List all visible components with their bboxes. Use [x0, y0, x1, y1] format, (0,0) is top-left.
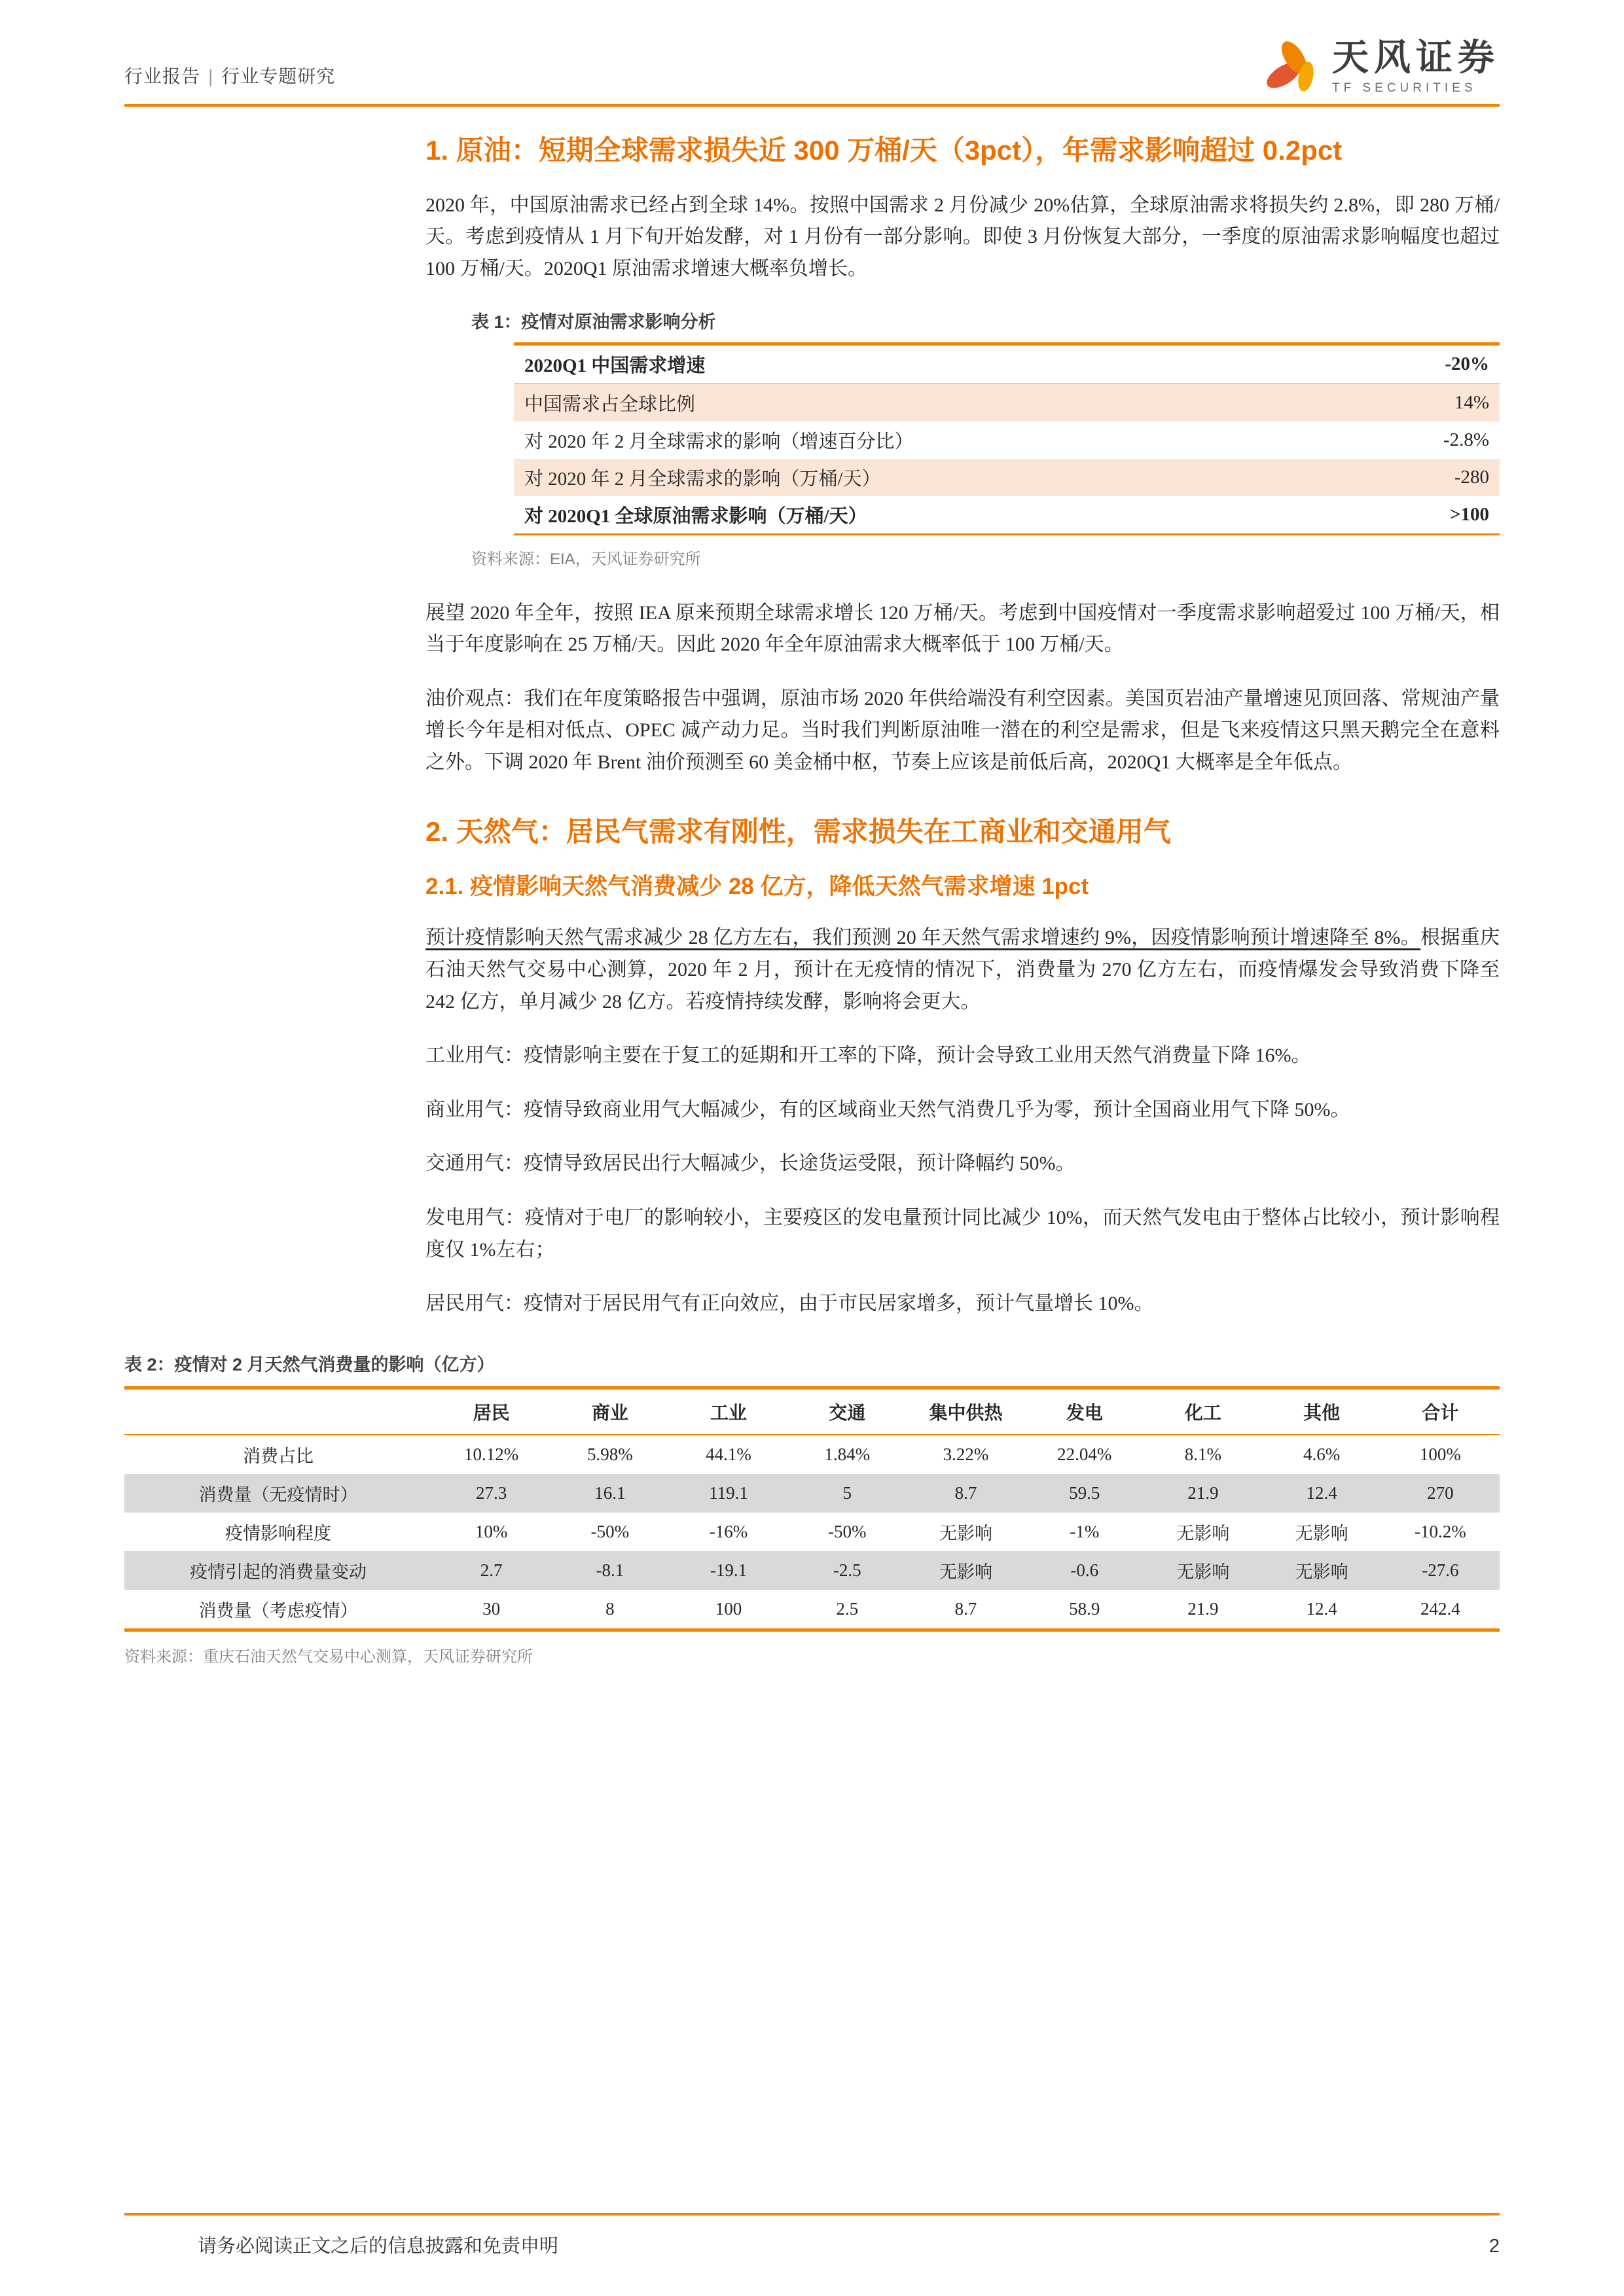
- table-row: [514, 384, 1500, 422]
- footer-divider: [124, 2213, 1500, 2215]
- row-value: -280: [1454, 466, 1489, 488]
- cell: 21.9: [1187, 1482, 1219, 1503]
- brand-name: 天风证券: [1332, 37, 1500, 78]
- row-label: 中国需求占全球比例: [524, 393, 696, 415]
- row-label: 消费占比: [243, 1446, 314, 1466]
- cell: 10%: [475, 1521, 508, 1541]
- cell: 2.7: [480, 1560, 503, 1580]
- cell: 4.6%: [1303, 1444, 1341, 1464]
- column-header: 发电: [1066, 1402, 1103, 1423]
- row-value: -2.8%: [1443, 429, 1489, 450]
- section1-paragraph-2: 展望 2020 年全年，按照 IEA 原来预期全球需求增长 120 万桶/天。考虑到中国疫情对一季度需求影响超爱过 100 万桶/天，相当于年度影响在 25 万桶/天。因此 2020 年全年原油需求大概率低于 100 万桶/天。: [425, 601, 1500, 656]
- column-header: 居民: [473, 1402, 510, 1423]
- table-header-row: [124, 1388, 1500, 1435]
- column-header: 交通: [829, 1402, 866, 1423]
- cell: 无影响: [1176, 1562, 1230, 1582]
- table-row: [124, 1435, 1500, 1474]
- cell: 无影响: [1176, 1523, 1230, 1543]
- table-row: [514, 344, 1500, 384]
- table1-source: 资料来源：EIA，天风证券研究所: [471, 550, 701, 568]
- cell: 无影响: [939, 1562, 992, 1582]
- forecast-text-rest: 根据重庆石油天然气交易中心测算，2020 年 2 月，预计在无疫情的情况下，消费量为 270 亿方左右，而疫情爆发会导致消费下降至 242 亿方，单月减少 28 亿方。若疫情持续发酵，影响将会更大。: [425, 927, 1500, 1013]
- row-label: 2020Q1 中国需求增速: [514, 344, 1362, 384]
- cell: 12.4: [1306, 1482, 1337, 1503]
- row-label: 消费量（考虑疫情）: [198, 1600, 358, 1621]
- brand-logo: [1260, 36, 1500, 99]
- industrial-gas-paragraph: 工业用气：疫情影响主要在于复工的延期和开工率的下降，预计会导致工业用天然气消费量下降 16%。: [425, 1045, 1311, 1067]
- report-type-label: 行业报告: [124, 66, 201, 86]
- table2-block: [124, 1350, 1500, 1666]
- cell: -10.2%: [1415, 1521, 1466, 1541]
- cell: -1%: [1070, 1521, 1100, 1541]
- table-row: [124, 1551, 1500, 1590]
- breadcrumb-separator: |: [208, 66, 214, 86]
- column-header: 工业: [710, 1402, 748, 1423]
- cell: -27.6: [1422, 1560, 1459, 1580]
- table-row: [124, 1513, 1500, 1551]
- cell: 无影响: [1295, 1523, 1348, 1543]
- section2-paragraph-1: [425, 922, 1500, 1018]
- row-value: 14%: [1454, 391, 1489, 413]
- cell: 8.7: [954, 1482, 977, 1503]
- row-label: 对 2020 年 2 月全球需求的影响（万桶/天）: [524, 468, 881, 490]
- cell: 44.1%: [706, 1444, 751, 1464]
- table-row: [514, 496, 1500, 535]
- cell: 27.3: [475, 1482, 507, 1503]
- cell: 58.9: [1069, 1598, 1100, 1619]
- brand-text: [1332, 39, 1500, 96]
- table2-caption: 表 2：疫情对 2 月天然气消费量的影响（亿方）: [124, 1354, 495, 1374]
- row-label: 疫情引起的消费量变动: [190, 1562, 367, 1582]
- cell: -50%: [590, 1521, 630, 1541]
- cell: -50%: [828, 1521, 867, 1541]
- row-value: >100: [1449, 503, 1489, 525]
- cell: 8.1%: [1184, 1444, 1222, 1464]
- residential-gas-paragraph: 居民用气：疫情对于居民用气有正向效应，由于市民居家增多，预计气量增长 10%。: [425, 1293, 1154, 1315]
- page-footer: [124, 2213, 1500, 2258]
- row-label: 对 2020Q1 全球原油需求影响（万桶/天）: [524, 505, 867, 527]
- cell: 30: [482, 1598, 501, 1619]
- page-number: 2: [1489, 2236, 1500, 2257]
- cell: 22.04%: [1057, 1444, 1112, 1464]
- tf-logo-icon: [1260, 36, 1323, 99]
- page-header: [124, 36, 1500, 99]
- cell: -8.1: [596, 1560, 624, 1580]
- cell: 3.22%: [943, 1444, 989, 1464]
- footer-disclaimer: 请务必阅读正文之后的信息披露和免责申明: [198, 2236, 559, 2257]
- row-label: 对 2020 年 2 月全球需求的影响（增速百分比）: [524, 431, 914, 452]
- report-subtype-label: 行业专题研究: [221, 66, 336, 86]
- cell: 8.7: [954, 1598, 977, 1619]
- oil-demand-impact-table: [514, 342, 1500, 535]
- cell: -2.5: [833, 1560, 861, 1580]
- table1-caption: 表 1：疫情对原油需求影响分析: [471, 312, 716, 332]
- column-header: 合计: [1422, 1402, 1459, 1423]
- table2-source: 资料来源：重庆石油天然气交易中心测算，天风证券研究所: [124, 1647, 533, 1666]
- header-divider: [124, 104, 1500, 107]
- cell: 无影响: [939, 1523, 992, 1543]
- cell: 12.4: [1306, 1598, 1337, 1619]
- corner-cell: [124, 1388, 432, 1435]
- cell: 8: [605, 1598, 615, 1619]
- cell: 100: [715, 1598, 742, 1619]
- cell: 5.98%: [586, 1444, 633, 1464]
- cell: 270: [1427, 1482, 1454, 1503]
- cell: -0.6: [1070, 1560, 1099, 1580]
- table-row: [124, 1590, 1500, 1630]
- column-header: 集中供热: [929, 1402, 1003, 1423]
- cell: 16.1: [594, 1482, 626, 1503]
- report-breadcrumb: [124, 36, 335, 88]
- cell: 5: [842, 1482, 852, 1503]
- table-row: [514, 422, 1500, 459]
- section1-title: 1. 原油：短期全球需求损失近 300 万桶/天（3pct），年需求影响超过 0.2pct: [425, 135, 1343, 166]
- column-header: 其他: [1303, 1402, 1341, 1423]
- row-value: -20%: [1362, 344, 1500, 384]
- transport-gas-paragraph: 交通用气：疫情导致居民出行大幅减少，长途货运受限，预计降幅约 50%。: [425, 1153, 1075, 1175]
- cell: 2.5: [836, 1598, 859, 1619]
- cell: -19.1: [710, 1560, 748, 1580]
- cell: 242.4: [1420, 1598, 1460, 1619]
- commercial-gas-paragraph: 商业用气：疫情导致商业用气大幅减少，有的区域商业天然气消费几乎为零，预计全国商业用气下降 50%。: [425, 1098, 1350, 1121]
- cell: 1.84%: [824, 1444, 871, 1464]
- main-content: [425, 132, 1500, 1320]
- section1-paragraph-3: 油价观点：我们在年度策略报告中强调，原油市场 2020 年供给端没有利空因素。美国页岩油产量增速见顶回落、常规油产量增长今年是相对低点、OPEC 减产动力足。当时我们判断原油唯一潜在的利空是需求，但是飞来疫情这只黑天鹅完全在意料之外。下调 2020 年 Brent 油价预测至 60 美金桶中枢，节奏上应该是前低后高，2020Q1 大概率是全年低点。: [425, 687, 1500, 773]
- cell: 21.9: [1187, 1598, 1219, 1619]
- table-row: [514, 459, 1500, 496]
- section2-1-title: 2.1. 疫情影响天然气消费减少 28 亿方，降低天然气需求增速 1pct: [425, 874, 1089, 900]
- gas-consumption-impact-table: [124, 1386, 1500, 1632]
- section1-paragraph-1: 2020 年，中国原油需求已经占到全球 14%。按照中国需求 2 月份减少 20%估算，全球原油需求将损失约 2.8%，即 280 万桶/天。考虑到疫情从 1 月下旬开始发酵，对 1 月份有一部分影响。即使 3 月份恢复大部分，一季度的原油需求影响幅度也超过 100 万桶/天。2020Q1 原油需求增速大概率负增长。: [425, 194, 1500, 279]
- underlined-forecast-text: 预计疫情影响天然气需求减少 28 亿方左右，我们预测 20 年天然气需求增速约 9%，因疫情影响预计增速降至 8%。: [425, 927, 1421, 949]
- cell: 无影响: [1295, 1562, 1348, 1582]
- cell: -16%: [709, 1521, 748, 1541]
- cell: 119.1: [709, 1482, 748, 1503]
- cell: 10.12%: [463, 1444, 519, 1464]
- column-header: 化工: [1184, 1402, 1221, 1423]
- column-header: 商业: [591, 1402, 628, 1423]
- power-gas-paragraph: 发电用气：疫情对于电厂的影响较小，主要疫区的发电量预计同比减少 10%，而天然气发电由于整体占比较小，预计影响程度仅 1%左右；: [425, 1206, 1500, 1261]
- row-label: 疫情影响程度: [225, 1523, 331, 1543]
- section2-title: 2. 天然气：居民气需求有刚性，需求损失在工商业和交通用气: [425, 816, 1171, 847]
- cell: 100%: [1419, 1444, 1461, 1464]
- row-label: 消费量（无疫情时）: [198, 1484, 358, 1505]
- brand-subtitle: TF SECURITIES: [1332, 81, 1477, 95]
- table-row: [124, 1474, 1500, 1513]
- cell: 59.5: [1069, 1482, 1100, 1503]
